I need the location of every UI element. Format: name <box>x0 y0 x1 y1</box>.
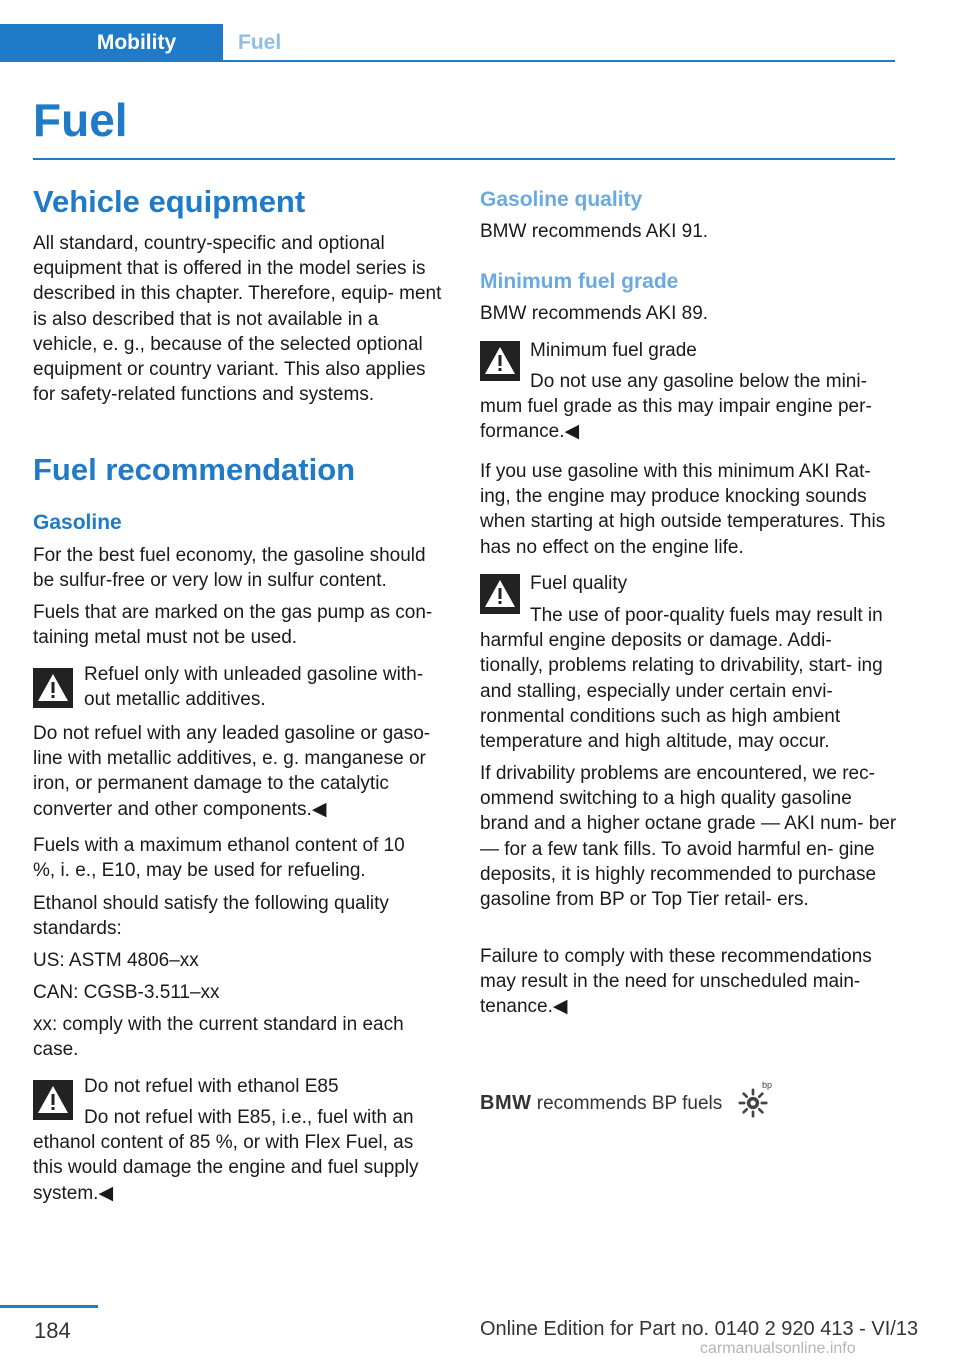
tab-mobility[interactable]: Mobility <box>0 24 223 62</box>
chapter-tabs <box>0 24 895 62</box>
heading-minimum-fuel-grade: Minimum fuel grade <box>480 270 679 293</box>
warning-minimum-grade-text: Do not use any gasoline below the mini‐ mum fuel grade as this may impair engine per‐ formance.◀ <box>480 371 872 443</box>
heading-gasoline-quality: Gasoline quality <box>480 188 643 211</box>
paragraph-sulfur: For the best fuel economy, the gasoline should be sulfur-free or very low in sulfur content. <box>33 545 426 592</box>
paragraph-knocking: If you use gasoline with this minimum AKI Rat‐ ing, the engine may produce knocking sounds when starting at high outside temperatures. This has no effect on the engine life. <box>480 461 886 558</box>
paragraph-aki91: BMW recommends AKI 91. <box>480 221 709 242</box>
paragraph-failure: Failure to comply with these recommendations may result in the need for unscheduled main‐ tenance.◀ <box>480 946 872 1018</box>
warning-fuel-quality-text: The use of poor-quality fuels may result in harmful engine deposits or damage. Addi‐ tionally, problems relating to drivability, start‐ ing and stalling, especially under certain envi‐ ronmental conditions such as high ambient temperature and high altitude, may occur. <box>480 605 883 753</box>
warning-unleaded <box>33 662 448 712</box>
warning-minimum-grade <box>480 338 897 448</box>
paragraph-aki89: BMW recommends AKI 89. <box>480 303 709 324</box>
paragraph-xx: xx: comply with the current standard in each case. <box>33 1014 404 1061</box>
heading-gasoline: Gasoline <box>33 511 122 534</box>
bp-logo-icon <box>738 1080 772 1120</box>
paragraph-metal: Fuels that are marked on the gas pump as con‐ taining metal must not be used. <box>33 602 433 649</box>
paragraph-leaded: Do not refuel with any leaded gasoline or gaso‐ line with metallic additives, e. g. manganese or iron, or permanent damage to the catalytic converter and other components.◀ <box>33 723 431 820</box>
paragraph-drivability: If drivability problems are encountered, we rec‐ ommend switching to a high quality gasoline brand and a higher octane grade — AKI num‐ ber — for a few tank fills. To avoid harmful en‐ gine deposits, it is highly recommended to purchase gasoline from BP or Top Tier retail‐ ers. <box>480 763 897 911</box>
paragraph-can-standard: CAN: CGSB-3.511–xx <box>33 982 220 1003</box>
warning-triangle-icon <box>33 668 73 708</box>
warning-e85 <box>33 1074 448 1214</box>
warning-e85-title: Do not refuel with ethanol E85 <box>84 1076 339 1097</box>
warning-minimum-grade-title: Minimum fuel grade <box>530 340 697 361</box>
bp-label: bp <box>761 1080 772 1090</box>
page-title: Fuel <box>33 94 128 146</box>
warning-fuel-quality <box>480 571 897 751</box>
paragraph-vehicle-equipment: All standard, country-specific and optional equipment that is offered in the model series is described in this chapter. Therefore, equip‐ ment is also described that is not available in a vehicle, e. g., because of the selected optional equipment or country variant. This also applies for safety-related functions and systems. <box>33 233 442 406</box>
warning-e85-text: Do not refuel with E85, i.e., fuel with an ethanol content of 85 %, or with Flex Fuel, as this would damage the engine and fuel supply system.◀ <box>33 1107 419 1204</box>
paragraph-standards: Ethanol should satisfy the following quality standards: <box>33 893 389 940</box>
paragraph-ethanol: Fuels with a maximum ethanol content of 10 %, i. e., E10, may be used for refueling. <box>33 835 405 882</box>
tabs-underline <box>0 60 895 62</box>
title-rule <box>33 158 895 160</box>
bmw-recommends-text: recommends BP fuels <box>536 1093 723 1114</box>
page-number: 184 <box>34 1318 71 1343</box>
heading-fuel-recommendation: Fuel recommendation <box>33 452 356 487</box>
heading-vehicle-equipment: Vehicle equipment <box>33 184 306 219</box>
watermark: carmanualsonline.info <box>700 1340 856 1357</box>
footer-rule <box>0 1305 98 1308</box>
tab-fuel[interactable]: Fuel <box>238 31 282 54</box>
paragraph-us-standard: US: ASTM 4806–xx <box>33 950 199 971</box>
warning-unleaded-text: Refuel only with unleaded gasoline with‐ out metallic additives. <box>84 664 424 711</box>
warning-fuel-quality-title: Fuel quality <box>530 573 628 594</box>
edition-info: Online Edition for Part no. 0140 2 920 413 - VI/13 <box>480 1318 919 1340</box>
bmw-recommends-bp <box>480 1092 722 1115</box>
bmw-brand: BMW <box>480 1092 532 1114</box>
